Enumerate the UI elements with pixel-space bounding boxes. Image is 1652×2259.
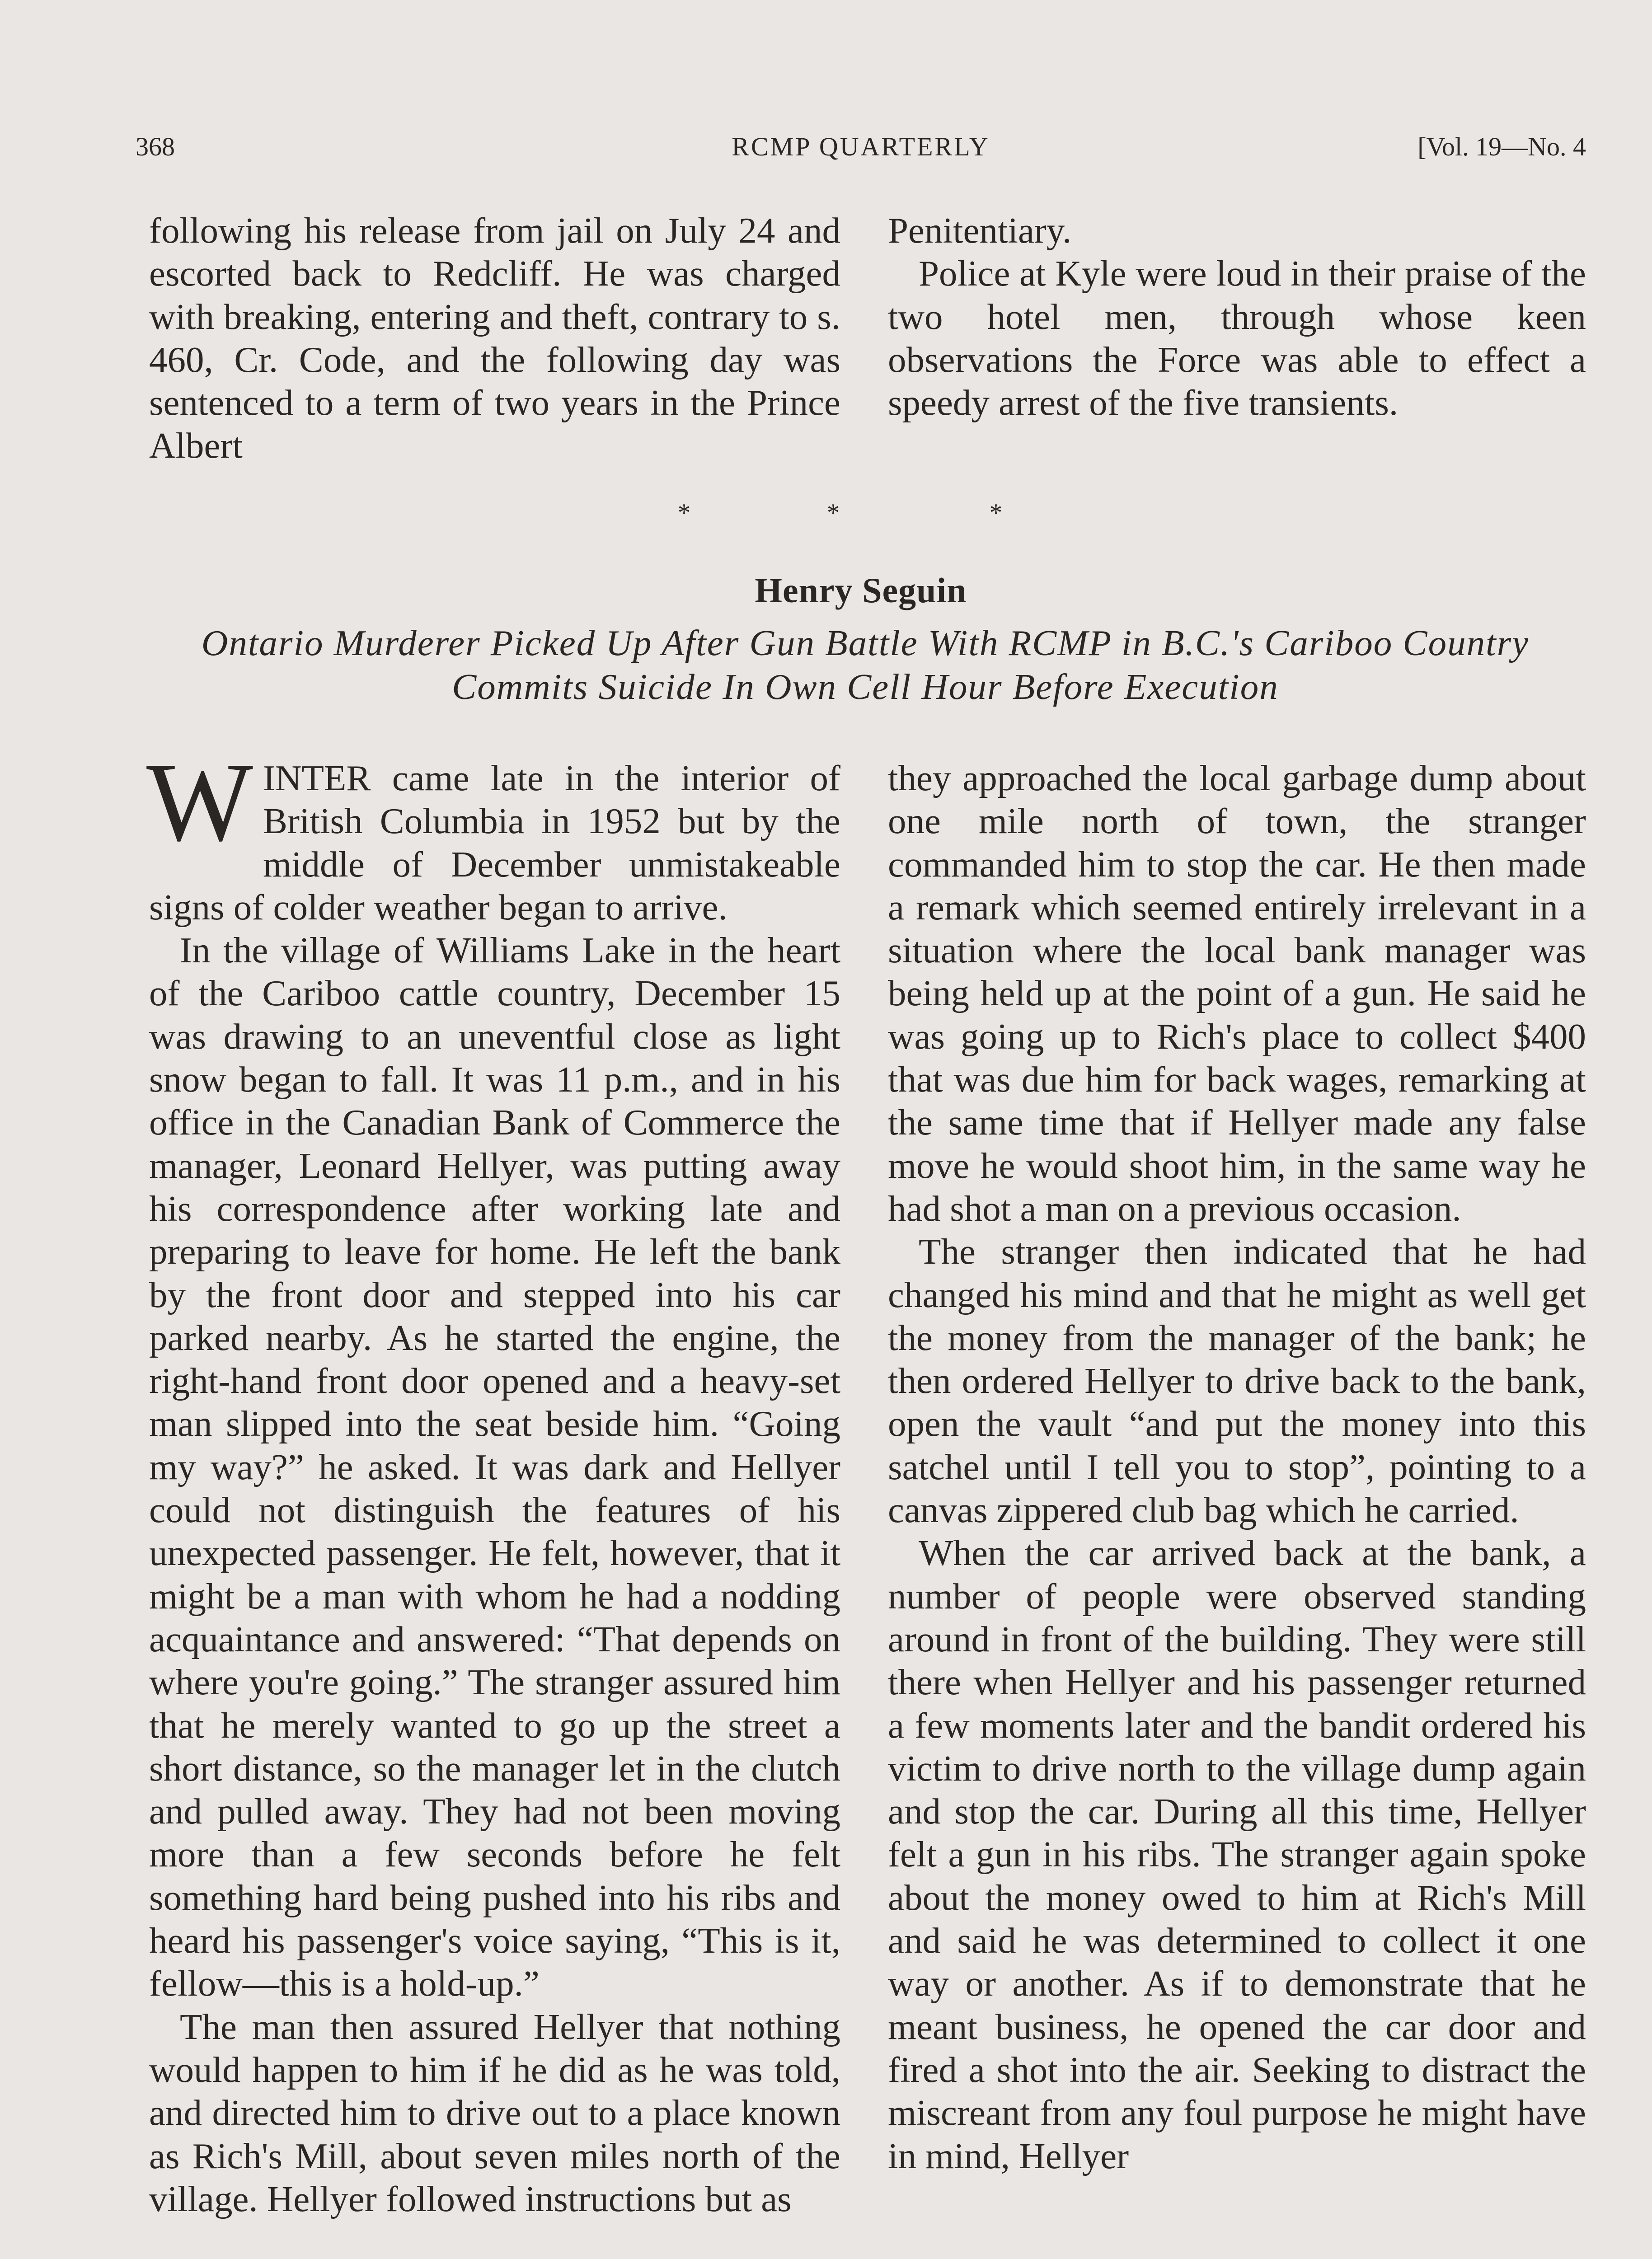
article-left-column: [146, 740, 840, 2221]
previous-article-right-column: [888, 209, 1586, 424]
article-right-column: [888, 757, 1586, 2178]
body-paragraph: Penitentiary.: [888, 210, 1072, 251]
journal-title: RCMP QUARTERLY: [732, 132, 990, 161]
article-subtitle: Ontario Murderer Picked Up After Gun Battle With RCMP in B.C.'s Cariboo Country Commits Suicide In Own Cell Hour Before Execution: [201, 623, 1530, 707]
body-paragraph: In the village of Williams Lake in the heart of the Cariboo cattle country, December 15 was drawing to an uneventful close as light snow began to fall. It was 11 p.m., and in his office in the Canadian Bank of Commerce the manager, Leonard Hellyer, was putting away his correspondence after working late and preparing to leave for home. He left the bank by the front door and stepped into his car parked nearby. As he started the engine, the right-hand front door opened and a heavy-set man slipped into the seat beside him. “Going my way?” he asked. It was dark and Hellyer could not distinguish the features of his unexpected passenger. He felt, however, that it might be a man with whom he had a nodding acquaintance and answered: “That depends on where you're going.” The stranger assured him that he merely wanted to go up the street a short distance, so the manager let in the clutch and pulled away. They had not been moving more than a few seconds before he felt something hard being pushed into his ribs and heard his passenger's voice saying, “This is it, fellow—this is a hold-up.”: [149, 930, 840, 2004]
body-paragraph: they approached the local garbage dump about one mile north of town, the stranger commanded him to stop the car. He then made a remark which seemed entirely irrelevant in a situation where the local bank manager was being held up at the point of a gun. He said he was going up to Rich's place to collect $400 that was due him for back wages, remarking at the same time that if Hellyer made any false move he would shoot him, in the same way he had shot a man on a previous occasion.: [888, 758, 1586, 1229]
body-paragraph: following his release from jail on July 24 and escorted back to Redcliff. He was charged with breaking, entering and theft, contrary to s. 460, Cr. Code, and the following day was sentenced to a term of two years in the Prince Albert: [149, 210, 840, 466]
body-paragraph: When the car arrived back at the bank, a number of people were observed standing around in front of the building. They were still there when Hellyer and his passenger returned a few moments later and the bandit ordered his victim to drive north to the village dump again and stop the car. During all this time, Hellyer felt a gun in his ribs. The stranger again spoke about the money owed to him at Rich's Mill and said he was determined to collect it one way or another. As if to demonstrate that he meant business, he opened the car door and fired a shot into the air. Seeking to distract the miscreant from any foul purpose he might have in mind, Hellyer: [888, 1533, 1586, 2176]
opening-word-rest: INTER: [263, 758, 371, 798]
opening-text: came late in the interior of British Columbia in 1952 but by the middle of December unmistakeable signs of colder weather began to arrive.: [149, 758, 840, 928]
volume-label: [Vol. 19—No. 4: [1417, 132, 1586, 161]
drop-cap: W: [146, 740, 253, 865]
running-header: [136, 127, 1586, 167]
article-title: Henry Seguin: [755, 571, 967, 610]
section-separator: [678, 499, 1012, 526]
body-paragraph: Police at Kyle were loud in their praise of the two hotel men, through whose keen observations the Force was able to effect a speedy arrest of the five transients.: [888, 253, 1586, 423]
body-paragraph: The stranger then indicated that he had changed his mind and that he might as well get the money from the manager of the bank; he then ordered Hellyer to drive back to the bank, open the vault “and put the money into this satchel until I tell you to stop”, pointing to a canvas zippered club bag which he carried.: [888, 1231, 1586, 1531]
separator-star: *: [990, 499, 1002, 527]
opening-paragraph: [146, 740, 840, 929]
body-paragraph: The man then assured Hellyer that nothing would happen to him if he did as he was told, and directed him to drive out to a place known as Rich's Mill, about seven miles north of the village. Hellyer followed instructions but as: [149, 2006, 840, 2219]
previous-article-left-column: [149, 209, 840, 468]
separator-star: *: [827, 499, 840, 527]
separator-star: *: [678, 499, 690, 527]
page-number: 368: [136, 132, 175, 161]
